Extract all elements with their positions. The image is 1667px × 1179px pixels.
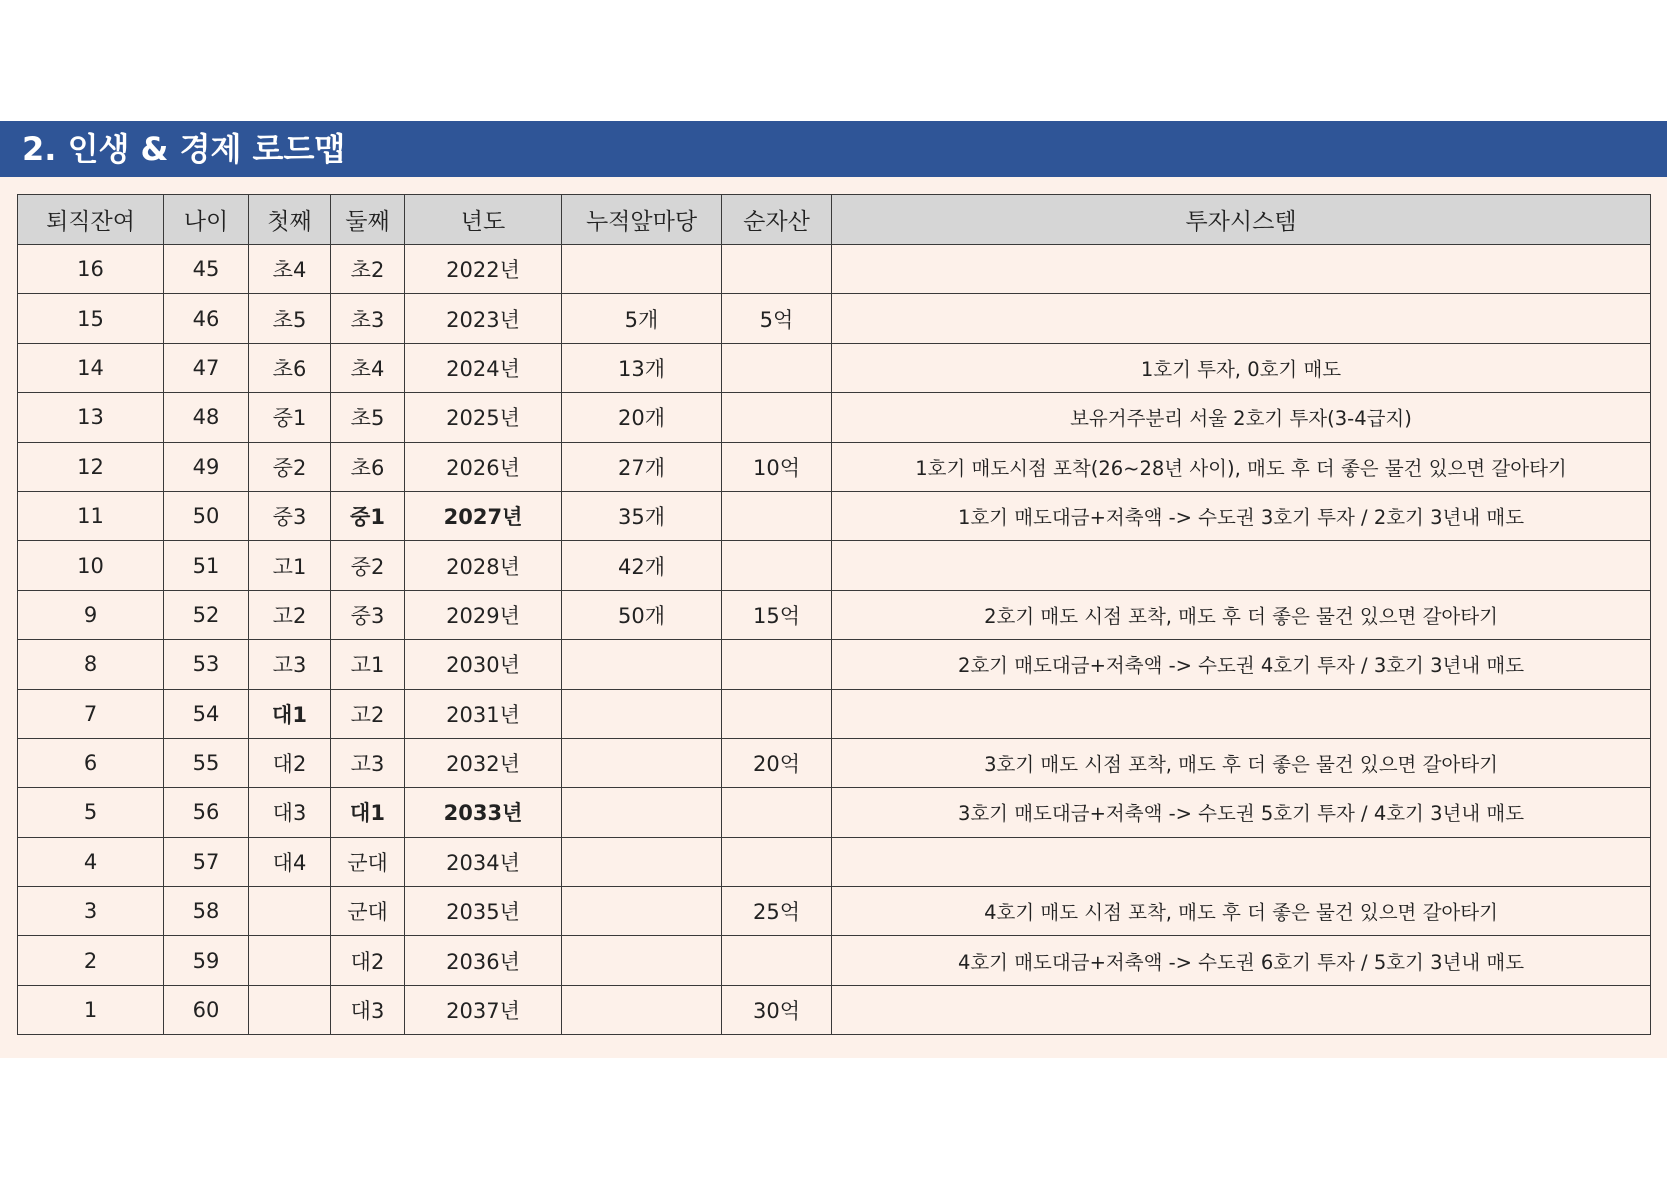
cell-yard: 35개 (562, 491, 722, 540)
cell-year: 2036년 (405, 936, 562, 985)
cell-retire: 13 (18, 393, 164, 442)
cell-year: 2034년 (405, 837, 562, 886)
table-row (18, 689, 1651, 738)
table-row (18, 738, 1651, 787)
table-row (18, 491, 1651, 540)
cell-yard: 27개 (562, 442, 722, 491)
cell-retire: 6 (18, 738, 164, 787)
table-row (18, 393, 1651, 442)
cell-net-asset (722, 343, 832, 392)
cell-second-child: 군대 (331, 837, 405, 886)
table-row (18, 541, 1651, 590)
cell-age: 52 (164, 590, 249, 639)
cell-yard: 50개 (562, 590, 722, 639)
cell-investment-system: 1호기 투자, 0호기 매도 (832, 343, 1651, 392)
cell-age: 55 (164, 738, 249, 787)
table-row (18, 837, 1651, 886)
cell-retire: 14 (18, 343, 164, 392)
cell-second-child: 중2 (331, 541, 405, 590)
cell-retire: 11 (18, 491, 164, 540)
cell-investment-system (832, 689, 1651, 738)
cell-retire: 7 (18, 689, 164, 738)
cell-net-asset: 30억 (722, 985, 832, 1034)
cell-age: 46 (164, 294, 249, 343)
cell-year: 2022년 (405, 245, 562, 294)
table-row (18, 985, 1651, 1034)
cell-age: 47 (164, 343, 249, 392)
cell-year: 2026년 (405, 442, 562, 491)
cell-age: 49 (164, 442, 249, 491)
header-second-child: 둘째 (331, 195, 405, 245)
cell-year: 2030년 (405, 640, 562, 689)
cell-second-child: 초4 (331, 343, 405, 392)
cell-age: 59 (164, 936, 249, 985)
cell-net-asset: 5억 (722, 294, 832, 343)
cell-year: 2029년 (405, 590, 562, 639)
cell-year: 2027년 (405, 491, 562, 540)
cell-year: 2032년 (405, 738, 562, 787)
cell-age: 50 (164, 491, 249, 540)
cell-net-asset (722, 788, 832, 837)
cell-second-child: 중3 (331, 590, 405, 639)
header-age: 나이 (164, 195, 249, 245)
cell-yard (562, 738, 722, 787)
header-first-child: 첫째 (249, 195, 331, 245)
cell-first-child (249, 887, 331, 936)
cell-investment-system (832, 837, 1651, 886)
cell-yard: 42개 (562, 541, 722, 590)
cell-second-child: 초3 (331, 294, 405, 343)
cell-investment-system: 3호기 매도 시점 포착, 매도 후 더 좋은 물건 있으면 갈아타기 (832, 738, 1651, 787)
cell-investment-system: 4호기 매도대금+저축액 -> 수도권 6호기 투자 / 5호기 3년내 매도 (832, 936, 1651, 985)
cell-first-child: 대4 (249, 837, 331, 886)
cell-retire: 8 (18, 640, 164, 689)
cell-second-child: 고2 (331, 689, 405, 738)
cell-year: 2035년 (405, 887, 562, 936)
cell-second-child: 군대 (331, 887, 405, 936)
cell-yard (562, 640, 722, 689)
cell-first-child: 고2 (249, 590, 331, 639)
cell-first-child: 중3 (249, 491, 331, 540)
cell-net-asset (722, 541, 832, 590)
cell-age: 57 (164, 837, 249, 886)
header-investment-system: 투자시스템 (832, 195, 1651, 245)
cell-year: 2025년 (405, 393, 562, 442)
cell-net-asset (722, 393, 832, 442)
cell-investment-system (832, 294, 1651, 343)
cell-net-asset (722, 936, 832, 985)
cell-retire: 10 (18, 541, 164, 590)
cell-yard (562, 788, 722, 837)
cell-retire: 4 (18, 837, 164, 886)
cell-year: 2028년 (405, 541, 562, 590)
cell-investment-system: 2호기 매도대금+저축액 -> 수도권 4호기 투자 / 3호기 3년내 매도 (832, 640, 1651, 689)
cell-investment-system: 2호기 매도 시점 포착, 매도 후 더 좋은 물건 있으면 갈아타기 (832, 590, 1651, 639)
cell-investment-system: 보유거주분리 서울 2호기 투자(3-4급지) (832, 393, 1651, 442)
cell-retire: 15 (18, 294, 164, 343)
cell-age: 60 (164, 985, 249, 1034)
page-title: 2. 인생 & 경제 로드맵 (0, 121, 1667, 177)
cell-age: 58 (164, 887, 249, 936)
cell-net-asset (722, 689, 832, 738)
table-row (18, 640, 1651, 689)
cell-second-child: 초2 (331, 245, 405, 294)
cell-yard: 5개 (562, 294, 722, 343)
header-yard: 누적앞마당 (562, 195, 722, 245)
table-row (18, 887, 1651, 936)
cell-investment-system (832, 541, 1651, 590)
cell-age: 54 (164, 689, 249, 738)
cell-first-child: 초4 (249, 245, 331, 294)
cell-investment-system: 1호기 매도대금+저축액 -> 수도권 3호기 투자 / 2호기 3년내 매도 (832, 491, 1651, 540)
cell-net-asset (722, 837, 832, 886)
cell-yard (562, 689, 722, 738)
cell-net-asset: 25억 (722, 887, 832, 936)
roadmap-table (17, 194, 1651, 1035)
cell-yard: 13개 (562, 343, 722, 392)
table-row (18, 343, 1651, 392)
cell-net-asset: 15억 (722, 590, 832, 639)
cell-net-asset (722, 245, 832, 294)
cell-investment-system: 4호기 매도 시점 포착, 매도 후 더 좋은 물건 있으면 갈아타기 (832, 887, 1651, 936)
table-row (18, 442, 1651, 491)
cell-first-child: 대1 (249, 689, 331, 738)
cell-yard (562, 936, 722, 985)
cell-investment-system (832, 245, 1651, 294)
table-row (18, 245, 1651, 294)
cell-second-child: 고3 (331, 738, 405, 787)
cell-first-child: 대3 (249, 788, 331, 837)
cell-second-child: 초6 (331, 442, 405, 491)
cell-first-child: 초5 (249, 294, 331, 343)
cell-age: 45 (164, 245, 249, 294)
cell-retire: 16 (18, 245, 164, 294)
cell-net-asset: 20억 (722, 738, 832, 787)
cell-age: 48 (164, 393, 249, 442)
cell-year: 2031년 (405, 689, 562, 738)
table-row (18, 788, 1651, 837)
cell-first-child: 고1 (249, 541, 331, 590)
cell-retire: 9 (18, 590, 164, 639)
cell-retire: 12 (18, 442, 164, 491)
header-year: 년도 (405, 195, 562, 245)
cell-second-child: 대1 (331, 788, 405, 837)
cell-yard (562, 985, 722, 1034)
cell-investment-system (832, 985, 1651, 1034)
cell-retire: 5 (18, 788, 164, 837)
cell-yard (562, 837, 722, 886)
cell-net-asset (722, 491, 832, 540)
cell-retire: 1 (18, 985, 164, 1034)
cell-first-child: 초6 (249, 343, 331, 392)
cell-first-child: 중2 (249, 442, 331, 491)
cell-first-child (249, 985, 331, 1034)
cell-age: 51 (164, 541, 249, 590)
cell-year: 2037년 (405, 985, 562, 1034)
header-net-asset: 순자산 (722, 195, 832, 245)
header-retire: 퇴직잔여 (18, 195, 164, 245)
table-row (18, 590, 1651, 639)
cell-year: 2024년 (405, 343, 562, 392)
cell-net-asset: 10억 (722, 442, 832, 491)
cell-first-child (249, 936, 331, 985)
cell-investment-system: 1호기 매도시점 포착(26~28년 사이), 매도 후 더 좋은 물건 있으면 갈아타기 (832, 442, 1651, 491)
cell-yard (562, 245, 722, 294)
cell-second-child: 고1 (331, 640, 405, 689)
cell-retire: 2 (18, 936, 164, 985)
cell-yard: 20개 (562, 393, 722, 442)
cell-year: 2023년 (405, 294, 562, 343)
cell-year: 2033년 (405, 788, 562, 837)
cell-second-child: 중1 (331, 491, 405, 540)
cell-age: 56 (164, 788, 249, 837)
cell-net-asset (722, 640, 832, 689)
cell-second-child: 초5 (331, 393, 405, 442)
cell-yard (562, 887, 722, 936)
cell-first-child: 중1 (249, 393, 331, 442)
table-row (18, 936, 1651, 985)
table-row (18, 294, 1651, 343)
cell-investment-system: 3호기 매도대금+저축액 -> 수도권 5호기 투자 / 4호기 3년내 매도 (832, 788, 1651, 837)
cell-second-child: 대2 (331, 936, 405, 985)
cell-first-child: 고3 (249, 640, 331, 689)
cell-first-child: 대2 (249, 738, 331, 787)
cell-age: 53 (164, 640, 249, 689)
header-row (18, 195, 1651, 245)
cell-second-child: 대3 (331, 985, 405, 1034)
cell-retire: 3 (18, 887, 164, 936)
